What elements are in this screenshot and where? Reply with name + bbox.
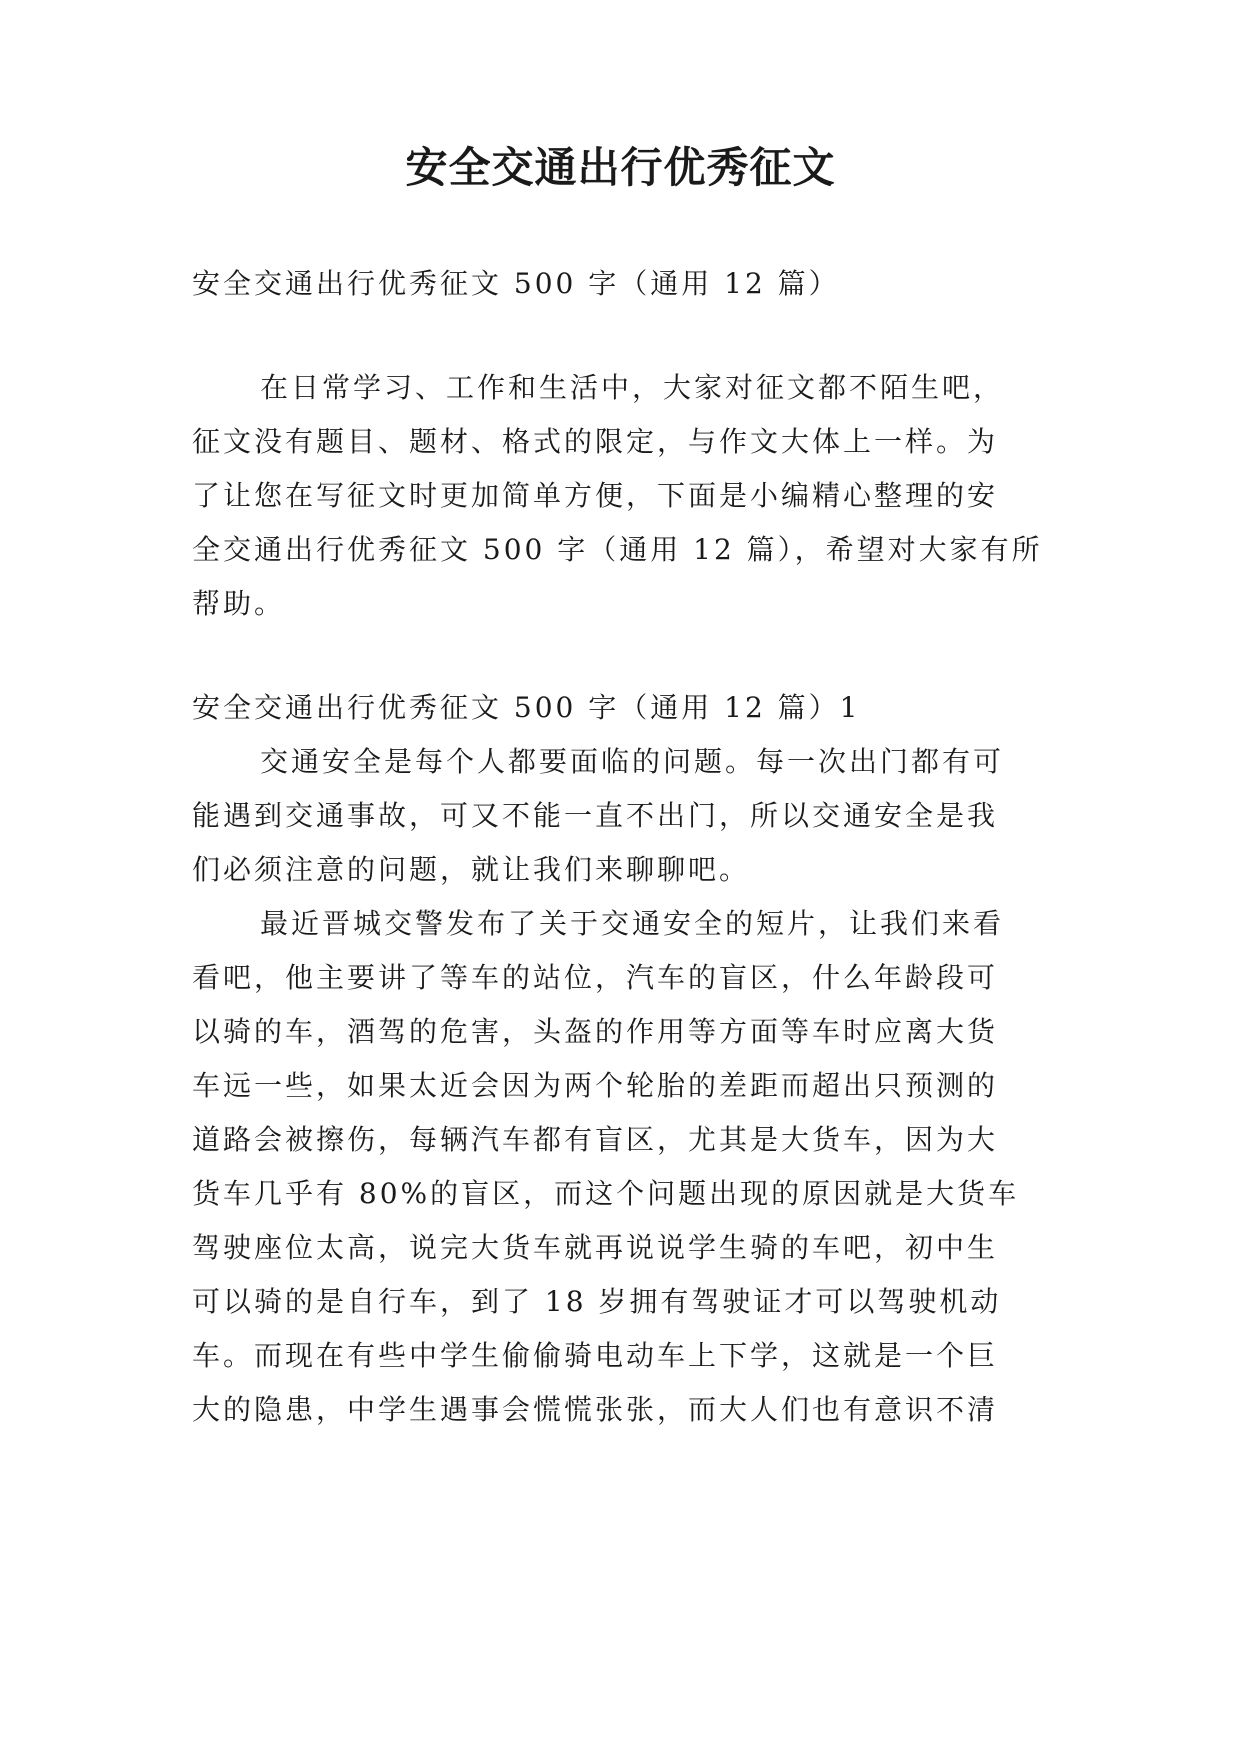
document-title: 安全交通出行优秀征文 [405, 143, 836, 192]
paragraph-line: 以骑的车，酒驾的危害，头盔的作用等方面等车时应离大货 [192, 1015, 999, 1048]
paragraph-line: 看吧，他主要讲了等车的站位，汽车的盲区，什么年龄段可 [192, 961, 999, 994]
paragraph-line: 车。而现在有些中学生偷偷骑电动车上下学，这就是一个巨 [192, 1339, 999, 1372]
paragraph-line: 车远一些，如果太近会因为两个轮胎的差距而超出只预测的 [192, 1069, 999, 1102]
intro-line: 了让您在写征文时更加简单方便，下面是小编精心整理的安 [192, 479, 999, 512]
paragraph-line: 道路会被擦伤，每辆汽车都有盲区，尤其是大货车，因为大 [192, 1123, 999, 1156]
paragraph-line: 货车几乎有 80%的盲区，而这个问题出现的原因就是大货车 [192, 1177, 1020, 1210]
paragraph-line: 大的隐患，中学生遇事会慌慌张张，而大人们也有意识不清 [192, 1393, 999, 1426]
paragraph-line: 可以骑的是自行车，到了 18 岁拥有驾驶证才可以驾驶机动 [192, 1285, 1002, 1318]
intro-line: 在日常学习、工作和生活中，大家对征文都不陌生吧， [260, 371, 1005, 404]
document-subtitle: 安全交通出行优秀征文 500 字（通用 12 篇） [192, 267, 840, 300]
paragraph-line: 们必须注意的问题，就让我们来聊聊吧。 [192, 853, 751, 886]
paragraph-line: 最近晋城交警发布了关于交通安全的短片，让我们来看 [260, 907, 1005, 940]
paragraph-line: 交通安全是每个人都要面临的问题。每一次出门都有可 [260, 745, 1005, 778]
intro-line: 全交通出行优秀征文 500 字（通用 12 篇），希望对大家有所 [192, 533, 1043, 566]
intro-line: 征文没有题目、题材、格式的限定，与作文大体上一样。为 [192, 425, 999, 458]
paragraph-line: 驾驶座位太高，说完大货车就再说说学生骑的车吧，初中生 [192, 1231, 999, 1264]
intro-line: 帮助。 [192, 587, 286, 620]
paragraph-line: 能遇到交通事故，可又不能一直不出门，所以交通安全是我 [192, 799, 999, 832]
section-heading: 安全交通出行优秀征文 500 字（通用 12 篇）1 [192, 691, 861, 724]
